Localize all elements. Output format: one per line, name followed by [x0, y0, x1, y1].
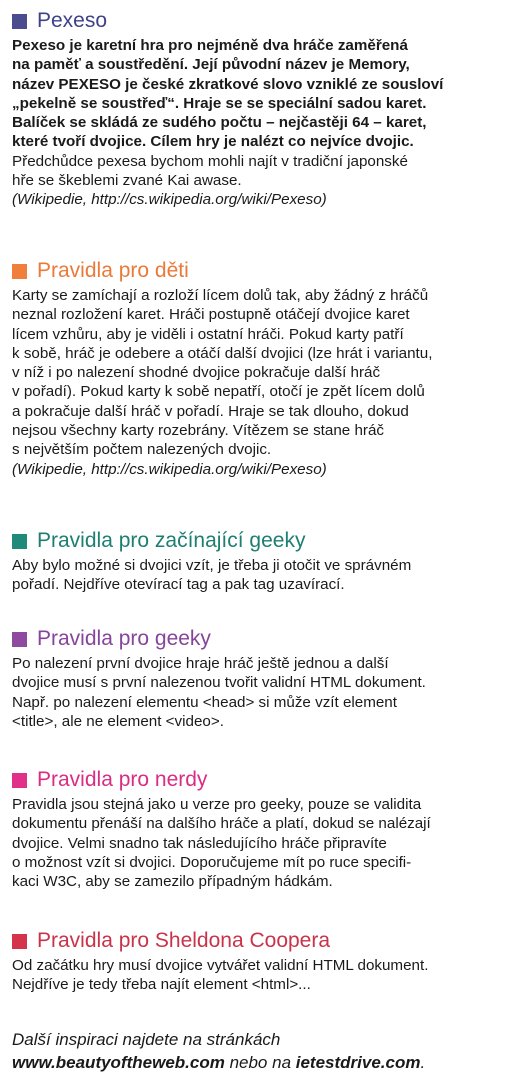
rules-paragraph: [12, 654, 426, 731]
text-line: a pokračuje další hráč v pořadí. Hraje se tak dlouho, dokud: [12, 402, 409, 420]
text-line: hře se škeblemi zvané Kai awase.: [12, 172, 242, 190]
text-line: Od začátku hry musí dvojice vytvářet validní HTML dokument.: [12, 957, 429, 974]
text-line: na paměť a soustředění. Její původní název je Memory,: [12, 56, 410, 74]
rules-paragraph: [12, 956, 428, 995]
section-heading: [12, 526, 411, 556]
text-line: kaci W3C, aby se zamezilo případným hádkám.: [12, 873, 333, 891]
text-line: lícem vzhůru, aby je viděli i ostatní hráči. Pokud karty patří: [12, 325, 404, 343]
section-title: Pravidla pro nerdy: [37, 768, 208, 791]
heading-square-icon: [12, 632, 27, 647]
text-line: které tvoří dvojice. Cílem hry je nalézt co nejvíce dvojic.: [12, 133, 414, 151]
text-line: s největším počtem nalezených dvojic.: [12, 441, 272, 459]
section-title: Pravidla pro začínající geeky: [37, 529, 306, 552]
text-line: Nejdříve je tedy třeba najít element <html>...: [12, 976, 311, 994]
text-line: Karty se zamíchají a rozloží lícem dolů tak, aby žádný z hráčů: [12, 287, 429, 304]
footer-intro: Další inspiraci najdete na stránkách: [12, 1030, 281, 1049]
text-line: k sobě, hráč je odebere a otáčí další dvojici (lze hrát i variantu,: [12, 344, 433, 362]
text-line: Pravidla jsou stejná jako u verze pro geeky, pouze se validita: [12, 796, 422, 813]
intro-paragraph: [12, 36, 443, 152]
section-heading: [12, 624, 426, 654]
text-line: dvojice musí s první nalezenou tvořit validní HTML dokument.: [12, 674, 426, 692]
text-line: nejsou všechny karty rozebrány. Vítězem se stane hráč: [12, 422, 384, 440]
heading-square-icon: [12, 534, 27, 549]
source-citation: (Wikipedie, http://cs.wikipedia.org/wiki/Pexeso): [12, 460, 327, 478]
section-title: Pexeso: [37, 9, 108, 32]
section-title: Pravidla pro Sheldona Coopera: [37, 929, 331, 952]
section-rules-kids: [12, 256, 432, 480]
text-line: Např. po nalezení elementu <head> si může vzít element: [12, 693, 397, 711]
text-line: dokumentu přenáší na dalšího hráče a platí, dokud se nalézají: [12, 815, 431, 833]
section-heading: [12, 765, 431, 795]
footer-period: .: [420, 1053, 426, 1072]
heading-square-icon: [12, 773, 27, 788]
rules-paragraph: [12, 286, 432, 460]
heading-square-icon: [12, 14, 27, 29]
section-rules-geeks: [12, 624, 426, 731]
heading-square-icon: [12, 264, 27, 279]
text-line: v pořadí). Pokud karty k sobě nepatří, otočí je zpět lícem dolů: [12, 383, 425, 401]
history-paragraph: [12, 152, 443, 191]
section-title: Pravidla pro geeky: [37, 627, 211, 650]
rules-paragraph: [12, 556, 411, 595]
text-line: o možnost vzít si dvojici. Doporučujeme mít po ruce specifi-: [12, 853, 412, 871]
section-title: Pravidla pro děti: [37, 259, 189, 282]
text-line: Pexeso je karetní hra pro nejméně dva hráče zaměřená: [12, 37, 408, 54]
text-line: <title>, ale ne element <video>.: [12, 712, 224, 730]
text-line: „pekelně se soustřeď“. Hraje se se speciální sadou karet.: [12, 94, 427, 112]
section-rules-nerds: [12, 765, 431, 891]
section-pexeso: [12, 6, 443, 210]
section-heading: [12, 926, 428, 956]
link-ietestdrive[interactable]: ietestdrive.com: [295, 1053, 421, 1072]
text-line: Balíček se skládá ze sudého počtu – nejčastěji 64 – karet,: [12, 114, 427, 132]
heading-square-icon: [12, 934, 27, 949]
text-line: Aby bylo možné si dvojici vzít, je třeba ji otočit ve správném: [12, 557, 412, 574]
rules-paragraph: [12, 795, 431, 891]
text-line: dvojice. Velmi snadno tak následujícího hráče připravíte: [12, 834, 387, 852]
link-beautyoftheweb[interactable]: www.beautyoftheweb.com: [12, 1053, 225, 1072]
text-line: pořadí. Nejdříve otevírací tag a pak tag uzavírací.: [12, 576, 345, 594]
source-citation: (Wikipedie, http://cs.wikipedia.org/wiki/Pexeso): [12, 191, 327, 209]
section-rules-sheldon-cooper: [12, 926, 428, 995]
section-heading: [12, 256, 432, 286]
text-line: Po nalezení první dvojice hraje hráč ještě jednou a další: [12, 655, 389, 672]
text-line: neznal rozložení karet. Hráči postupně otáčejí dvojice karet: [12, 306, 410, 324]
section-rules-beginner-geeks: [12, 526, 411, 595]
text-line: název PEXESO je české zkratkové slovo vzniklé ze sousloví: [12, 75, 444, 93]
section-heading: [12, 6, 443, 36]
text-line: Předchůdce pexesa bychom mohli najít v tradiční japonské: [12, 152, 408, 170]
text-line: v níž i po nalezení shodné dvojice pokračuje další hráč: [12, 364, 381, 382]
footer-connector: nebo na: [224, 1053, 296, 1072]
footer-inspiration: [12, 1028, 425, 1074]
